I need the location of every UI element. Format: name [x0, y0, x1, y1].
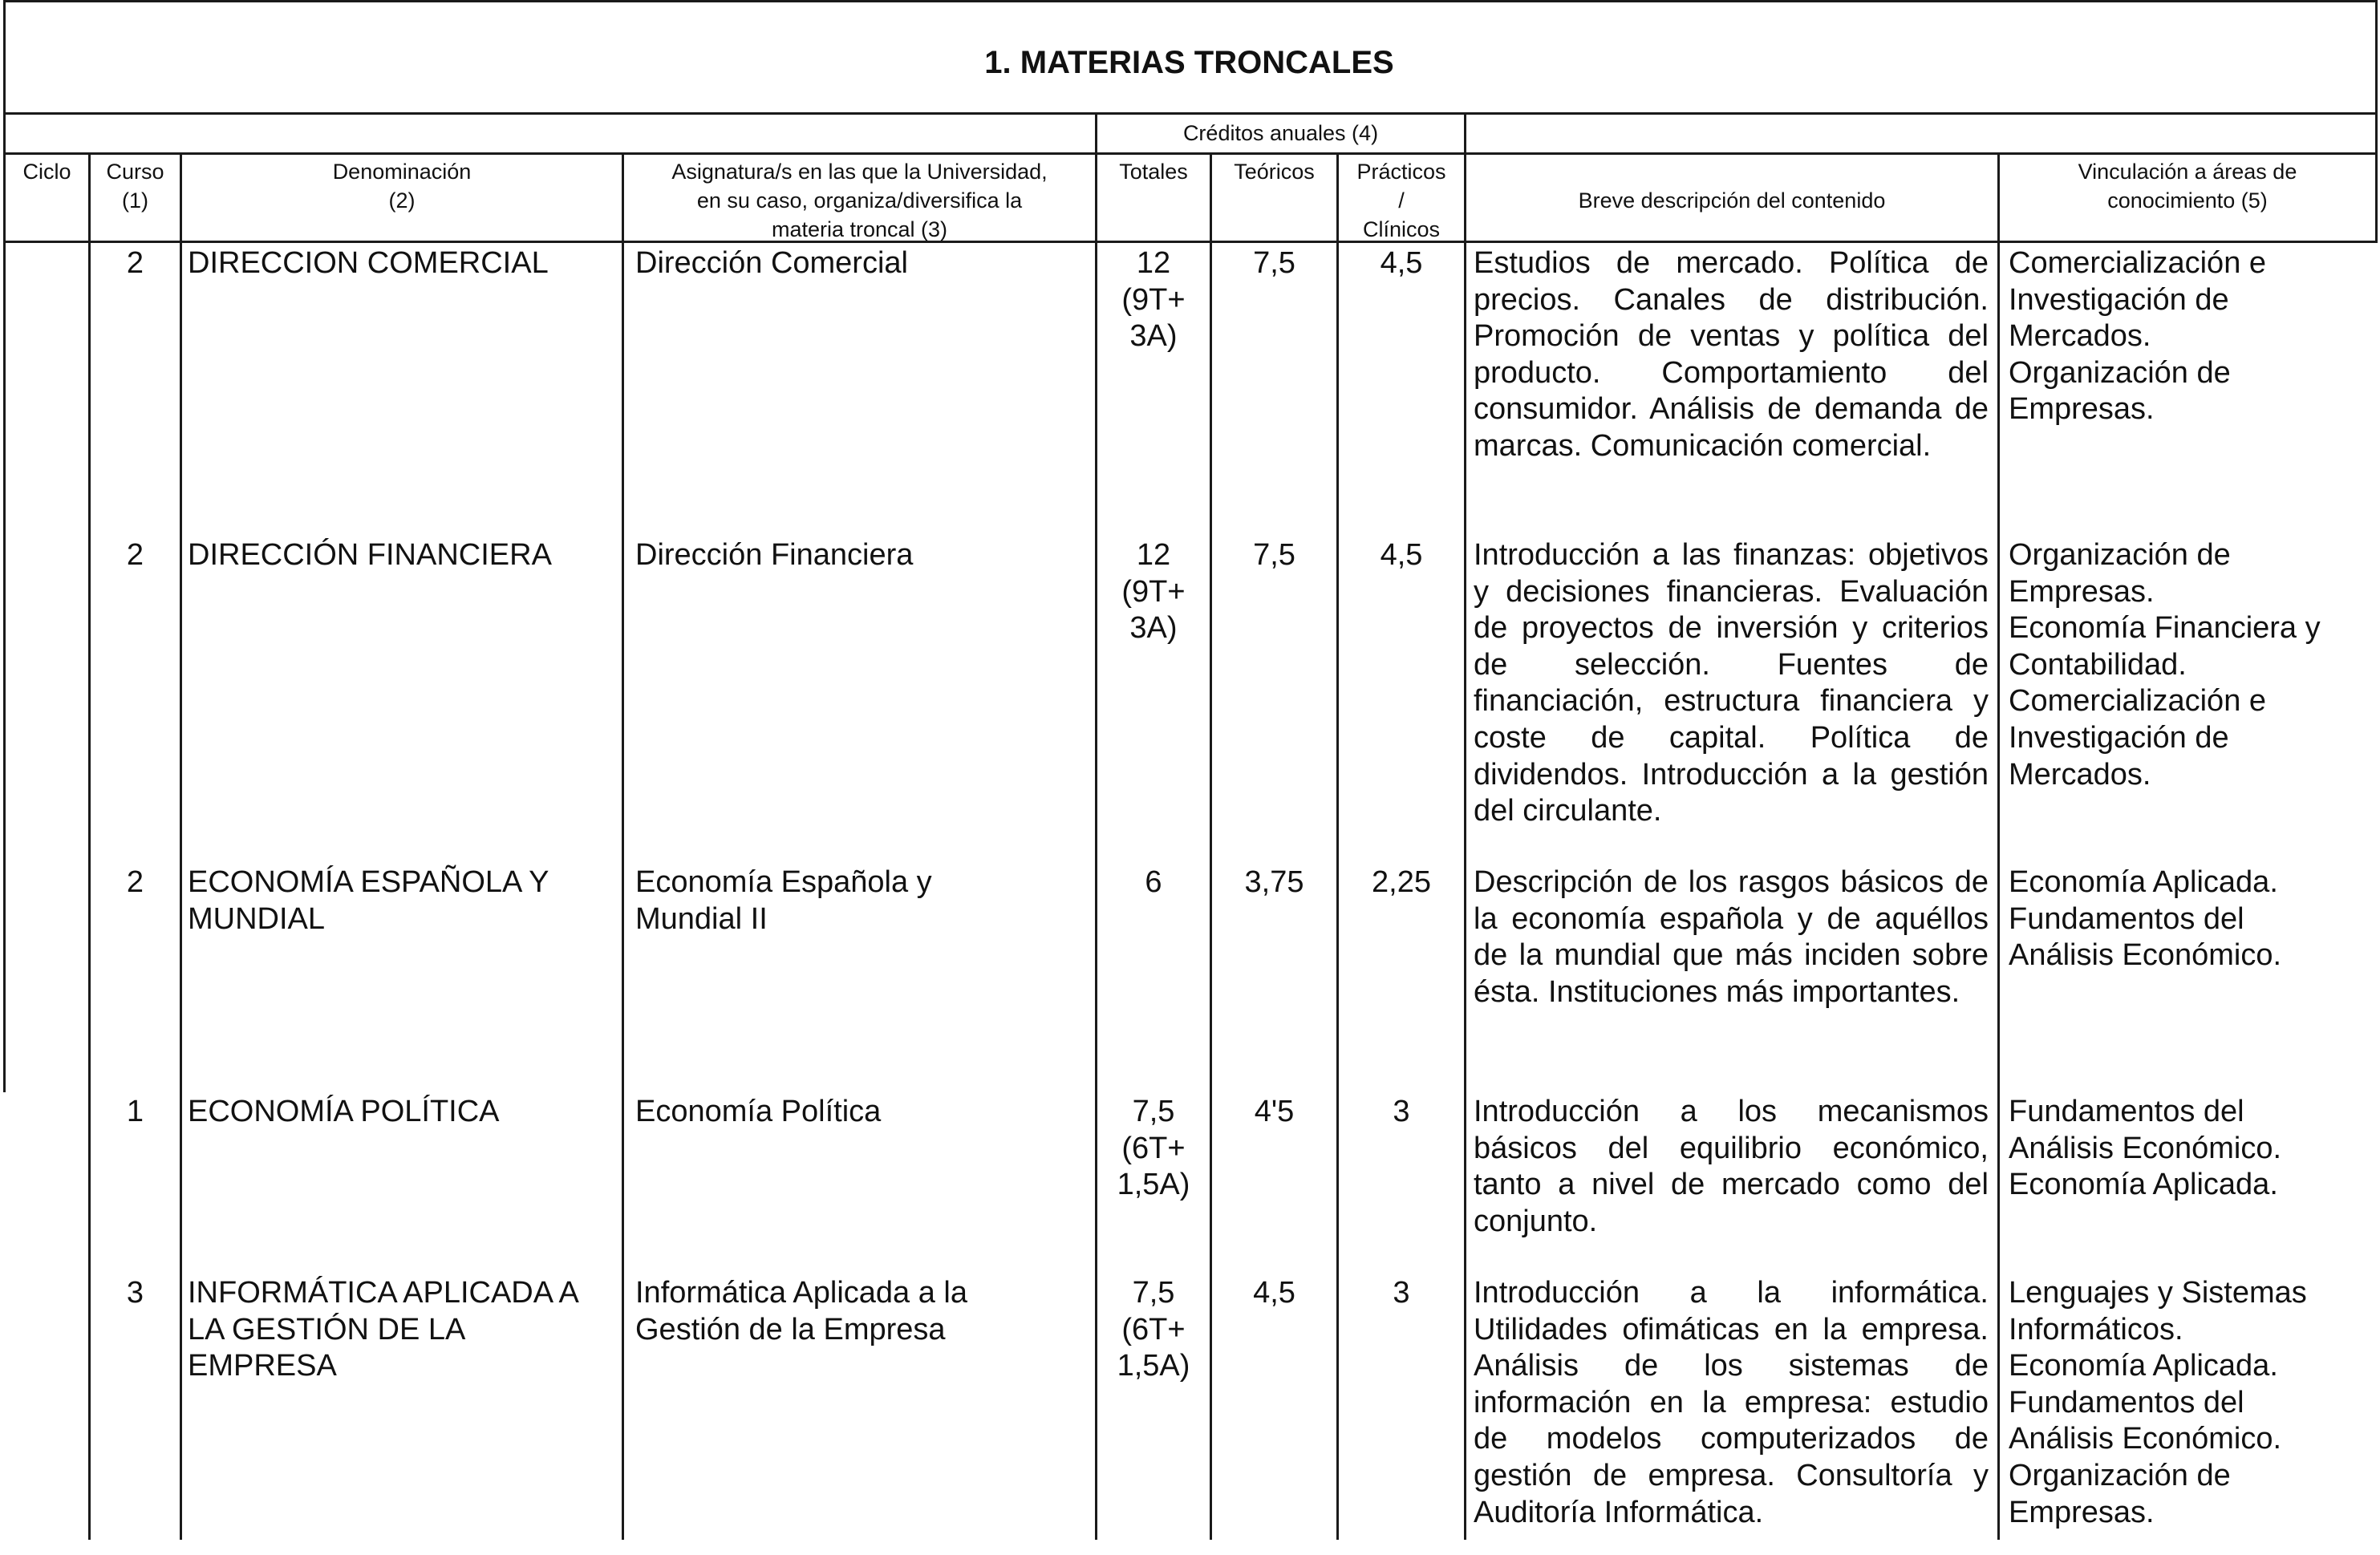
- header-mid-rule: [3, 152, 1095, 155]
- row-descripcion: Introducción a los mecanismos básicos del equilibrio económico, tanto a nivel de mercado como del conjunto.: [1474, 1095, 1989, 1238]
- row-practicos: 4,5: [1380, 246, 1423, 280]
- row-asignatura: Economía Española y Mundial II: [635, 865, 932, 936]
- header-denominacion: Denominación (2): [332, 160, 472, 213]
- row-curso: 1: [126, 1095, 144, 1128]
- row-denominacion: INFORMÁTICA APLICADA A LA GESTIÓN DE LA EMPRESA: [188, 1276, 579, 1383]
- row-descripcion: Estudios de mercado. Política de precios. Canales de distribución. Promoción de ventas y política del producto. Comportamiento del consumidor. Análisis de demanda de marcas. Comunicación comercial.: [1474, 246, 1989, 463]
- header-teoricos: Teóricos: [1234, 160, 1315, 184]
- col-line-curso: [88, 152, 91, 1540]
- col-line-practicos: [1336, 152, 1339, 1540]
- row-vinculacion: Fundamentos del Análisis Económico. Economía Aplicada.: [2009, 1095, 2282, 1202]
- row-vinculacion: Economía Aplicada. Fundamentos del Análisis Económico.: [2009, 865, 2282, 973]
- row-curso: 2: [126, 538, 144, 572]
- page-title: 1. MATERIAS TRONCALES: [984, 45, 1394, 80]
- top-right-rule: [1464, 152, 2378, 155]
- row-teoricos: 4'5: [1254, 1095, 1295, 1128]
- row-teoricos: 7,5: [1253, 246, 1295, 280]
- row-curso: 3: [126, 1276, 144, 1310]
- row-teoricos: 3,75: [1244, 865, 1304, 899]
- col-line-teoricos: [1210, 152, 1212, 1540]
- header-totales: Totales: [1119, 160, 1188, 184]
- row-denominacion: DIRECCIÓN FINANCIERA: [188, 538, 552, 572]
- row-practicos: 3: [1393, 1095, 1410, 1128]
- row-practicos: 4,5: [1380, 538, 1423, 572]
- row-vinculacion: Lenguajes y Sistemas Informáticos. Economía Aplicada. Fundamentos del Análisis Económico. Organización de Empresas.: [2009, 1276, 2307, 1529]
- header-curso: Curso (1): [106, 160, 164, 213]
- row-totales: 7,5 (6T+ 1,5A): [1117, 1276, 1190, 1383]
- col-line-asignatura: [622, 152, 624, 1540]
- title-bottom-rule: [3, 112, 2378, 115]
- row-asignatura: Dirección Financiera: [635, 538, 914, 572]
- row-teoricos: 7,5: [1253, 538, 1295, 572]
- row-descripcion: Introducción a la informática. Utilidades ofimáticas en la empresa. Análisis de los sistemas de información en la empresa: estudio de modelos computerizados de gestión de empresa. Consultoría y Auditoría Informática.: [1474, 1276, 1989, 1529]
- col-line-denominacion: [180, 152, 182, 1540]
- header-descripcion: Breve descripción del contenido: [1578, 188, 1886, 213]
- row-denominacion: ECONOMÍA ESPAÑOLA Y MUNDIAL: [188, 865, 549, 936]
- row-totales: 12 (9T+ 3A): [1121, 538, 1186, 646]
- row-practicos: 3: [1393, 1276, 1410, 1310]
- row-totales: 7,5 (6T+ 1,5A): [1117, 1095, 1190, 1202]
- row-asignatura: Economía Política: [635, 1095, 882, 1128]
- row-denominacion: ECONOMÍA POLÍTICA: [188, 1095, 500, 1128]
- row-asignatura: Informática Aplicada a la Gestión de la Empresa: [635, 1276, 968, 1346]
- frame-top: [3, 0, 2378, 2]
- header-practicos: Prácticos / Clínicos: [1356, 160, 1446, 241]
- row-asignatura: Dirección Comercial: [635, 246, 908, 280]
- row-totales: 6: [1145, 865, 1162, 899]
- row-vinculacion: Organización de Empresas. Economía Financiera y Contabilidad. Comercialización e Investigación de Mercados.: [2009, 538, 2321, 792]
- col-line-vinculacion: [1997, 152, 2000, 1540]
- row-curso: 2: [126, 865, 144, 899]
- row-denominacion: DIRECCION COMERCIAL: [188, 246, 549, 280]
- col-line-descripcion: [1464, 112, 1466, 1540]
- row-totales: 12 (9T+ 3A): [1121, 246, 1186, 354]
- row-vinculacion: Comercialización e Investigación de Mercados. Organización de Empresas.: [2009, 246, 2267, 427]
- row-practicos: 2,25: [1372, 865, 1431, 899]
- credits-rule: [1095, 152, 1464, 155]
- frame-right: [2375, 0, 2378, 242]
- header-ciclo: Ciclo: [22, 160, 71, 184]
- row-curso: 2: [126, 246, 144, 280]
- header-bottom-rule: [3, 241, 2378, 243]
- row-descripcion: Introducción a las finanzas: objetivos y decisiones financieras. Evaluación de proyectos de inversión y criterios de selección. Fuentes de financiación, estructura financiera y coste de capital. Política de dividendos. Introducción a la gestión del circulante.: [1474, 538, 1989, 828]
- header-creditos: Créditos anuales (4): [1182, 121, 1379, 145]
- header-vinculacion: Vinculación a áreas de conocimiento (5): [2078, 160, 2297, 213]
- header-asignatura: Asignatura/s en las que la Universidad, en su caso, organiza/diversifica la materia troncal (3): [671, 160, 1048, 241]
- row-descripcion: Descripción de los rasgos básicos de la economía española y de aquéllos de la mundial que más inciden sobre ésta. Instituciones más importantes.: [1474, 865, 1989, 1009]
- row-teoricos: 4,5: [1253, 1276, 1295, 1310]
